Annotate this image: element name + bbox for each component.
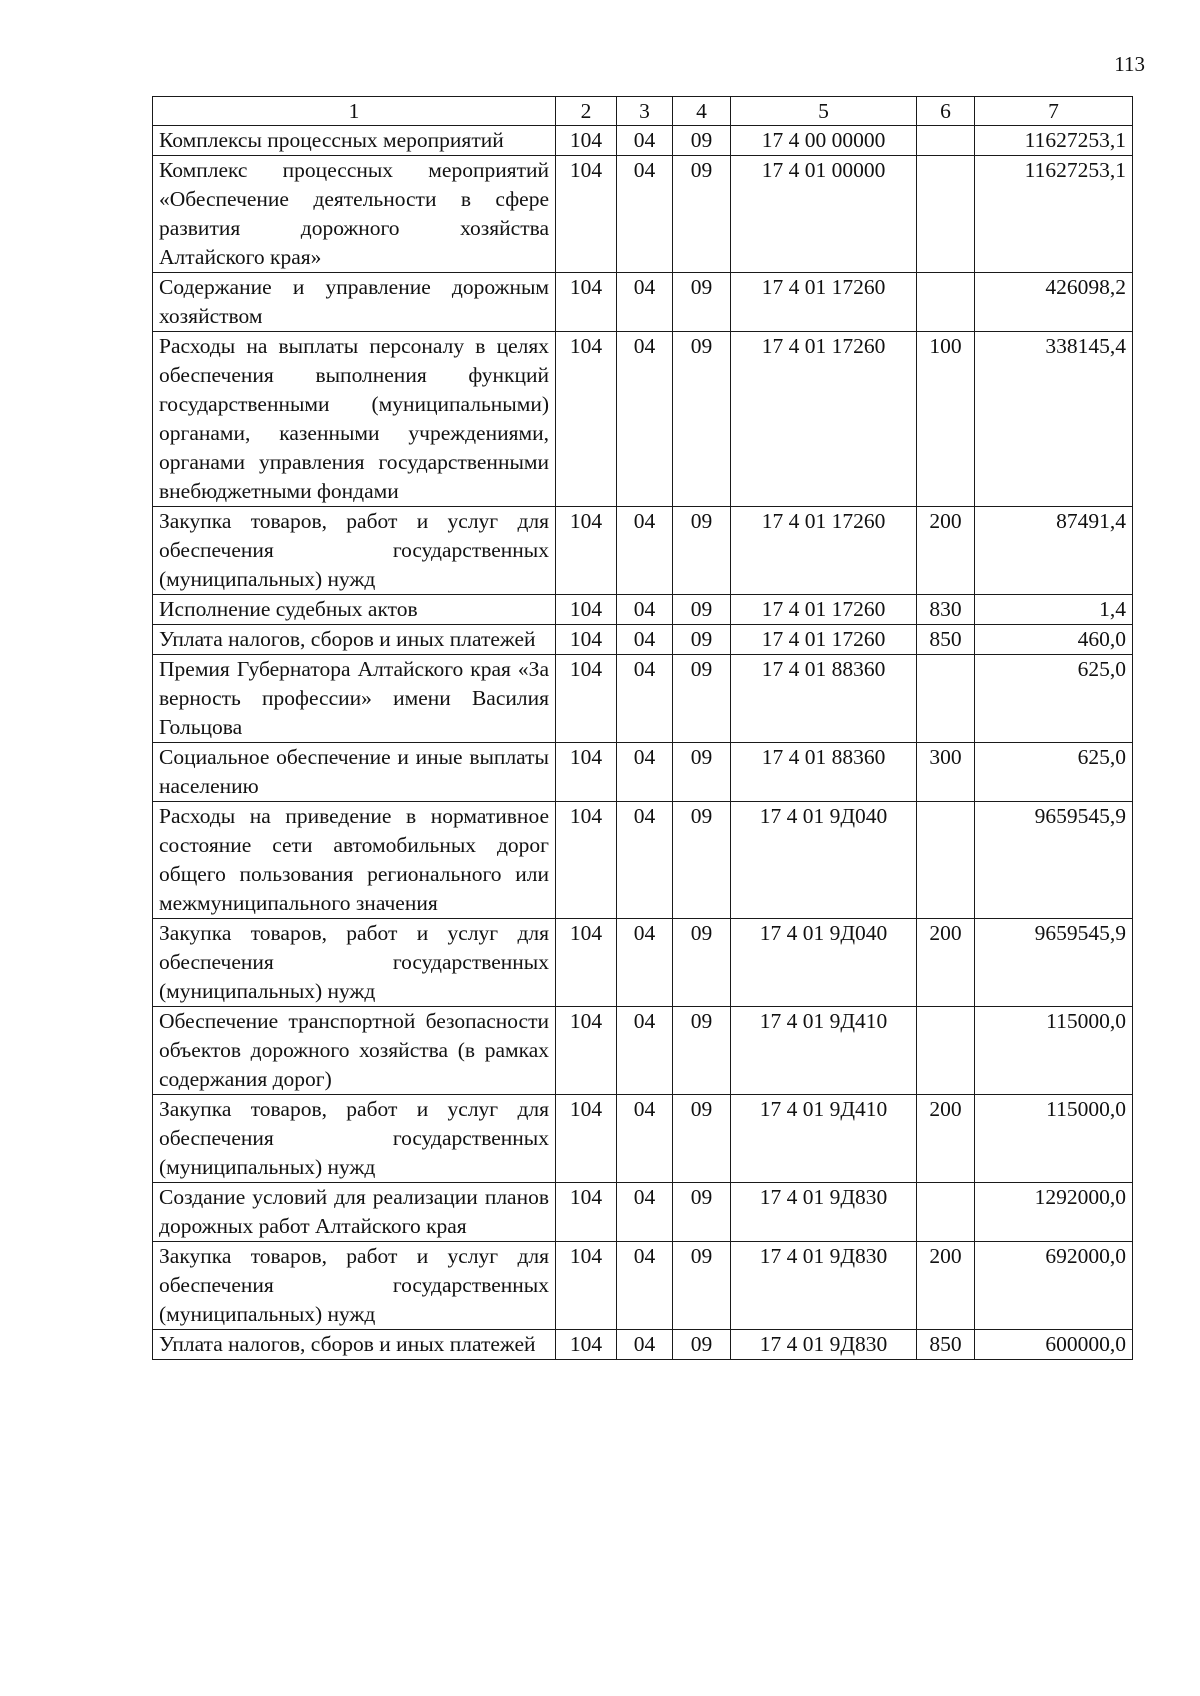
row-amount-cell: 338145,4 bbox=[975, 332, 1133, 507]
row-name-cell: Содержание и управление дорожным хозяйством bbox=[153, 273, 556, 332]
row-col2-cell: 104 bbox=[556, 655, 617, 743]
row-name-cell: Премия Губернатора Алтайского края «За верность профессии» имени Василия Гольцова bbox=[153, 655, 556, 743]
row-col3-cell: 04 bbox=[617, 126, 673, 156]
header-col-2: 2 bbox=[556, 97, 617, 126]
row-type-cell bbox=[917, 156, 975, 273]
row-col3-cell: 04 bbox=[617, 802, 673, 919]
row-type-cell: 100 bbox=[917, 332, 975, 507]
row-col3-cell: 04 bbox=[617, 273, 673, 332]
row-amount-cell: 11627253,1 bbox=[975, 156, 1133, 273]
row-col2-cell: 104 bbox=[556, 802, 617, 919]
row-amount-cell: 460,0 bbox=[975, 625, 1133, 655]
row-code-cell: 17 4 01 17260 bbox=[731, 273, 917, 332]
row-amount-cell: 115000,0 bbox=[975, 1095, 1133, 1183]
row-amount-cell: 115000,0 bbox=[975, 1007, 1133, 1095]
row-col4-cell: 09 bbox=[673, 273, 731, 332]
table-row bbox=[153, 625, 1133, 655]
row-col2-cell: 104 bbox=[556, 1095, 617, 1183]
row-type-cell: 850 bbox=[917, 1330, 975, 1360]
row-code-cell: 17 4 01 9Д830 bbox=[731, 1330, 917, 1360]
row-col2-cell: 104 bbox=[556, 156, 617, 273]
header-col-3: 3 bbox=[617, 97, 673, 126]
header-col-6: 6 bbox=[917, 97, 975, 126]
row-col4-cell: 09 bbox=[673, 1007, 731, 1095]
header-col-1: 1 bbox=[153, 97, 556, 126]
row-name-cell: Обеспечение транспортной безопасности объектов дорожного хозяйства (в рамках содержания дорог) bbox=[153, 1007, 556, 1095]
row-type-cell bbox=[917, 1183, 975, 1242]
row-col4-cell: 09 bbox=[673, 156, 731, 273]
row-col2-cell: 104 bbox=[556, 1183, 617, 1242]
row-code-cell: 17 4 01 88360 bbox=[731, 655, 917, 743]
row-code-cell: 17 4 01 88360 bbox=[731, 743, 917, 802]
table-row bbox=[153, 273, 1133, 332]
table-row bbox=[153, 802, 1133, 919]
row-col2-cell: 104 bbox=[556, 332, 617, 507]
row-code-cell: 17 4 01 9Д410 bbox=[731, 1095, 917, 1183]
row-col2-cell: 104 bbox=[556, 625, 617, 655]
row-code-cell: 17 4 01 17260 bbox=[731, 507, 917, 595]
row-col2-cell: 104 bbox=[556, 1330, 617, 1360]
table-row bbox=[153, 919, 1133, 1007]
row-type-cell: 200 bbox=[917, 1095, 975, 1183]
row-amount-cell: 1292000,0 bbox=[975, 1183, 1133, 1242]
row-amount-cell: 625,0 bbox=[975, 743, 1133, 802]
row-col3-cell: 04 bbox=[617, 743, 673, 802]
row-col3-cell: 04 bbox=[617, 595, 673, 625]
row-col3-cell: 04 bbox=[617, 156, 673, 273]
row-col2-cell: 104 bbox=[556, 126, 617, 156]
row-col4-cell: 09 bbox=[673, 1330, 731, 1360]
row-type-cell: 200 bbox=[917, 1242, 975, 1330]
table-row bbox=[153, 595, 1133, 625]
row-col4-cell: 09 bbox=[673, 919, 731, 1007]
row-name-cell: Комплексы процессных мероприятий bbox=[153, 126, 556, 156]
row-col3-cell: 04 bbox=[617, 1242, 673, 1330]
row-amount-cell: 11627253,1 bbox=[975, 126, 1133, 156]
row-code-cell: 17 4 01 17260 bbox=[731, 595, 917, 625]
table-header-row bbox=[153, 97, 1133, 126]
table-row bbox=[153, 743, 1133, 802]
row-type-cell bbox=[917, 126, 975, 156]
row-col3-cell: 04 bbox=[617, 1095, 673, 1183]
row-name-cell: Расходы на приведение в нормативное состояние сети автомобильных дорог общего пользования регионального или межмуниципального значения bbox=[153, 802, 556, 919]
row-type-cell: 850 bbox=[917, 625, 975, 655]
row-name-cell: Закупка товаров, работ и услуг для обеспечения государственных (муниципальных) нужд bbox=[153, 507, 556, 595]
table-body bbox=[153, 126, 1133, 1360]
row-amount-cell: 9659545,9 bbox=[975, 919, 1133, 1007]
header-col-4: 4 bbox=[673, 97, 731, 126]
row-name-cell: Социальное обеспечение и иные выплаты населению bbox=[153, 743, 556, 802]
header-col-5: 5 bbox=[731, 97, 917, 126]
row-amount-cell: 692000,0 bbox=[975, 1242, 1133, 1330]
row-type-cell: 200 bbox=[917, 507, 975, 595]
row-col4-cell: 09 bbox=[673, 332, 731, 507]
row-col2-cell: 104 bbox=[556, 919, 617, 1007]
table-row bbox=[153, 507, 1133, 595]
table-row bbox=[153, 1007, 1133, 1095]
table-row bbox=[153, 126, 1133, 156]
row-code-cell: 17 4 01 9Д410 bbox=[731, 1007, 917, 1095]
page-number: 113 bbox=[1114, 52, 1145, 76]
row-code-cell: 17 4 01 17260 bbox=[731, 332, 917, 507]
row-name-cell: Уплата налогов, сборов и иных платежей bbox=[153, 625, 556, 655]
row-name-cell: Расходы на выплаты персоналу в целях обеспечения выполнения функций государственными (муниципальными) органами, казенными учреждениями, органами управления государственными внебюджетными фондами bbox=[153, 332, 556, 507]
row-col2-cell: 104 bbox=[556, 1007, 617, 1095]
row-col4-cell: 09 bbox=[673, 743, 731, 802]
row-code-cell: 17 4 01 9Д830 bbox=[731, 1183, 917, 1242]
budget-table bbox=[152, 96, 1133, 1360]
table-row bbox=[153, 1095, 1133, 1183]
row-col2-cell: 104 bbox=[556, 273, 617, 332]
row-type-cell bbox=[917, 802, 975, 919]
row-code-cell: 17 4 01 9Д040 bbox=[731, 919, 917, 1007]
row-col2-cell: 104 bbox=[556, 507, 617, 595]
row-col4-cell: 09 bbox=[673, 507, 731, 595]
row-col4-cell: 09 bbox=[673, 1242, 731, 1330]
row-amount-cell: 87491,4 bbox=[975, 507, 1133, 595]
row-col2-cell: 104 bbox=[556, 1242, 617, 1330]
row-name-cell: Закупка товаров, работ и услуг для обеспечения государственных (муниципальных) нужд bbox=[153, 919, 556, 1007]
row-col4-cell: 09 bbox=[673, 126, 731, 156]
row-type-cell: 830 bbox=[917, 595, 975, 625]
row-col3-cell: 04 bbox=[617, 1330, 673, 1360]
row-code-cell: 17 4 01 00000 bbox=[731, 156, 917, 273]
row-code-cell: 17 4 01 9Д830 bbox=[731, 1242, 917, 1330]
table-row bbox=[153, 1330, 1133, 1360]
row-amount-cell: 1,4 bbox=[975, 595, 1133, 625]
row-col3-cell: 04 bbox=[617, 625, 673, 655]
row-name-cell: Комплекс процессных мероприятий «Обеспечение деятельности в сфере развития дорожного хозяйства Алтайского края» bbox=[153, 156, 556, 273]
table-row bbox=[153, 156, 1133, 273]
row-col3-cell: 04 bbox=[617, 919, 673, 1007]
table-row bbox=[153, 1183, 1133, 1242]
row-code-cell: 17 4 01 17260 bbox=[731, 625, 917, 655]
row-col2-cell: 104 bbox=[556, 595, 617, 625]
row-col3-cell: 04 bbox=[617, 655, 673, 743]
table-row bbox=[153, 1242, 1133, 1330]
row-col3-cell: 04 bbox=[617, 507, 673, 595]
header-col-7: 7 bbox=[975, 97, 1133, 126]
row-col4-cell: 09 bbox=[673, 1095, 731, 1183]
row-col4-cell: 09 bbox=[673, 802, 731, 919]
row-col4-cell: 09 bbox=[673, 625, 731, 655]
row-col4-cell: 09 bbox=[673, 595, 731, 625]
row-name-cell: Закупка товаров, работ и услуг для обеспечения государственных (муниципальных) нужд bbox=[153, 1242, 556, 1330]
row-col2-cell: 104 bbox=[556, 743, 617, 802]
row-col4-cell: 09 bbox=[673, 1183, 731, 1242]
row-amount-cell: 426098,2 bbox=[975, 273, 1133, 332]
row-code-cell: 17 4 01 9Д040 bbox=[731, 802, 917, 919]
row-amount-cell: 600000,0 bbox=[975, 1330, 1133, 1360]
row-type-cell bbox=[917, 1007, 975, 1095]
row-type-cell bbox=[917, 273, 975, 332]
row-col4-cell: 09 bbox=[673, 655, 731, 743]
row-type-cell bbox=[917, 655, 975, 743]
row-col3-cell: 04 bbox=[617, 1007, 673, 1095]
row-amount-cell: 625,0 bbox=[975, 655, 1133, 743]
row-col3-cell: 04 bbox=[617, 332, 673, 507]
table-row bbox=[153, 332, 1133, 507]
row-amount-cell: 9659545,9 bbox=[975, 802, 1133, 919]
row-type-cell: 200 bbox=[917, 919, 975, 1007]
row-type-cell: 300 bbox=[917, 743, 975, 802]
row-code-cell: 17 4 00 00000 bbox=[731, 126, 917, 156]
row-name-cell: Исполнение судебных актов bbox=[153, 595, 556, 625]
row-name-cell: Закупка товаров, работ и услуг для обеспечения государственных (муниципальных) нужд bbox=[153, 1095, 556, 1183]
row-name-cell: Уплата налогов, сборов и иных платежей bbox=[153, 1330, 556, 1360]
table-row bbox=[153, 655, 1133, 743]
row-col3-cell: 04 bbox=[617, 1183, 673, 1242]
row-name-cell: Создание условий для реализации планов дорожных работ Алтайского края bbox=[153, 1183, 556, 1242]
